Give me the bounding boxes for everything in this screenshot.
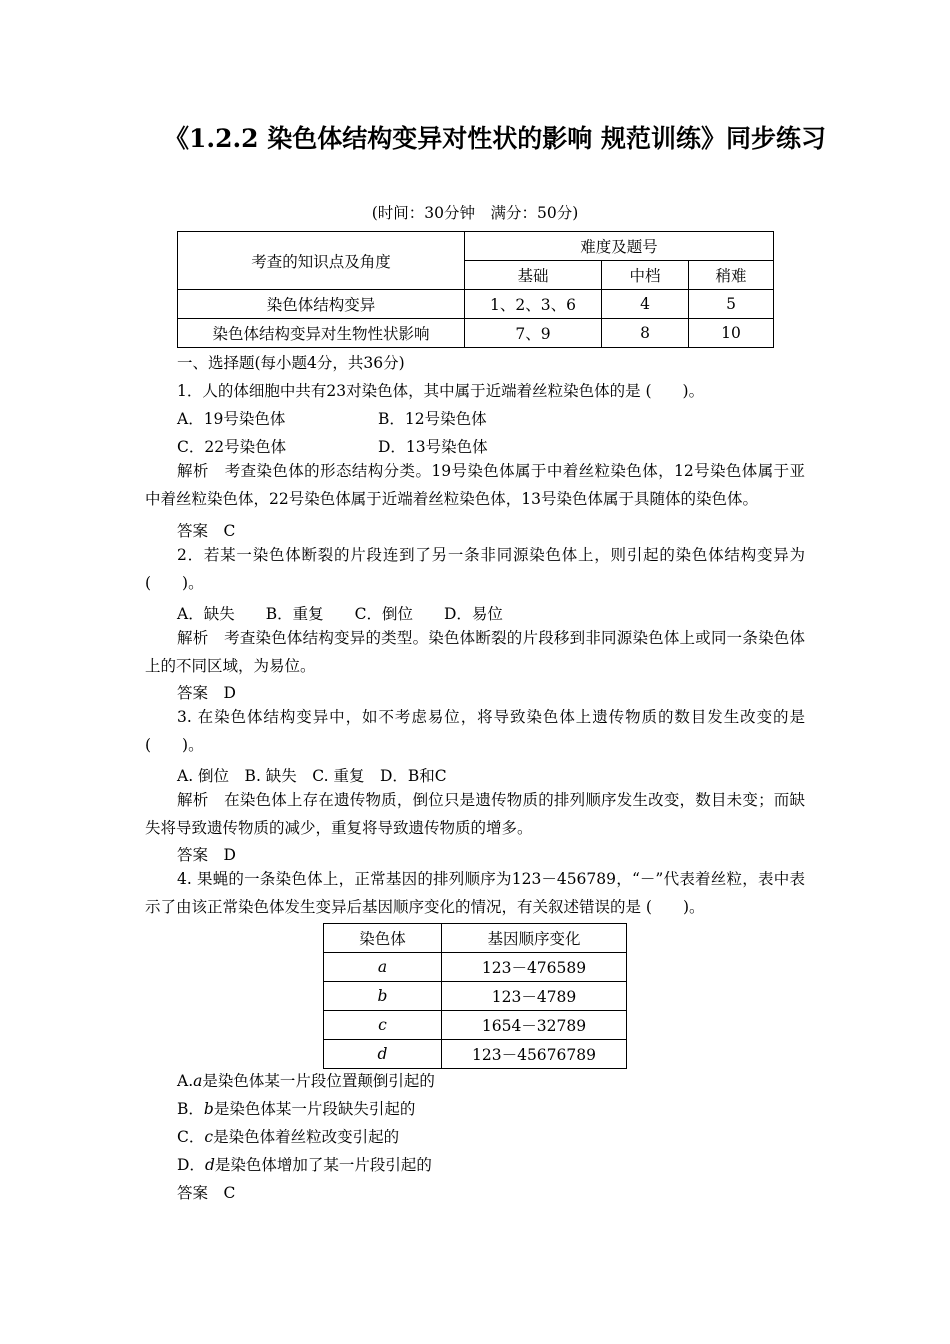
gene-sequence: 123－4789: [442, 982, 627, 1011]
q1-answer: 答案 C: [177, 522, 236, 540]
q4-option-c: C．c是染色体着丝粒改变引起的: [177, 1128, 400, 1146]
knowledge-point-table: [177, 231, 774, 348]
gene-sequence: 123－45676789: [442, 1040, 627, 1069]
q3-analysis: 解析 在染色体上存在遗传物质，倒位只是遗传物质的排列顺序发生改变，数目未变；而缺失将导致遗传物质的减少，重复将导致遗传物质的增多。: [145, 791, 805, 837]
q1-option-d: D．13号染色体: [378, 438, 488, 456]
q2-stem: 2．若某一染色体断裂的片段连到了另一条非同源染色体上，则引起的染色体结构变异为 ( )。: [145, 546, 805, 592]
row-mid: 4: [602, 290, 689, 319]
gene-sequence: 1654－32789: [442, 1011, 627, 1040]
table-row: [324, 1040, 627, 1069]
level-basic: 基础: [465, 261, 602, 290]
level-mid: 中档: [602, 261, 689, 290]
chromosome-label: a: [324, 953, 442, 982]
table-row: [324, 982, 627, 1011]
level-hard: 稍难: [689, 261, 774, 290]
gene-sequence: 123－476589: [442, 953, 627, 982]
chromosome-label: d: [324, 1040, 442, 1069]
q1-option-c: C．22号染色体: [177, 438, 287, 456]
row-topic: 染色体结构变异对生物性状影响: [178, 319, 465, 348]
q3-stem: 3. 在染色体结构变异中，如不考虑易位，将导致染色体上遗传物质的数目发生改变的是 ( )。: [145, 708, 805, 754]
chromosome-label: c: [324, 1011, 442, 1040]
row-hard: 10: [689, 319, 774, 348]
gene-order-table: [323, 923, 627, 1069]
row-mid: 8: [602, 319, 689, 348]
table-row: [324, 953, 627, 982]
q1-analysis: 解析 考查染色体的形态结构分类。19号染色体属于中着丝粒染色体，12号染色体属于亚中着丝粒染色体，22号染色体属于近端着丝粒染色体，13号染色体属于具随体的染色体。: [145, 462, 805, 508]
q4-option-a: A.a是染色体某一片段位置颠倒引起的: [177, 1072, 435, 1090]
q2-options: A．缺失 B．重复 C．倒位 D．易位: [177, 605, 503, 623]
q1-option-b: B．12号染色体: [378, 410, 487, 428]
table-row: [178, 319, 774, 348]
q4-option-b: B．b是染色体某一片段缺失引起的: [177, 1100, 416, 1118]
table-row: [324, 1011, 627, 1040]
row-topic: 染色体结构变异: [178, 290, 465, 319]
time-score-note: (时间：30分钟 满分：50分): [371, 204, 579, 222]
row-basic: 1、2、3、6: [465, 290, 602, 319]
table-header-difficulty: 难度及题号: [465, 232, 774, 261]
table-header-topic: 考查的知识点及角度: [178, 232, 465, 290]
chromosome-label: b: [324, 982, 442, 1011]
q2-analysis: 解析 考查染色体结构变异的类型。染色体断裂的片段移到非同源染色体上或同一条染色体上的不同区域，为易位。: [145, 629, 805, 675]
q3-options: A. 倒位 B. 缺失 C. 重复 D．B和C: [177, 767, 447, 785]
q4-option-d: D．d是染色体增加了某一片段引起的: [177, 1156, 432, 1174]
q2-answer: 答案 D: [177, 684, 236, 702]
q3-answer: 答案 D: [177, 846, 236, 864]
q1-option-a: A．19号染色体: [177, 410, 286, 428]
gene-header-order: 基因顺序变化: [442, 924, 627, 953]
row-basic: 7、9: [465, 319, 602, 348]
table-row: [178, 290, 774, 319]
gene-header-chromosome: 染色体: [324, 924, 442, 953]
document-title: 《1.2.2 染色体结构变异对性状的影响 规范训练》同步练习: [163, 124, 826, 153]
q4-answer: 答案 C: [177, 1184, 236, 1202]
section-heading: 一、选择题(每小题4分，共36分): [177, 354, 405, 372]
row-hard: 5: [689, 290, 774, 319]
q4-stem: 4. 果蝇的一条染色体上，正常基因的排列顺序为123－456789，“－”代表着丝粒，表中表示了由该正常染色体发生变异后基因顺序变化的情况，有关叙述错误的是 ( )。: [145, 870, 805, 916]
q1-stem: 1．人的体细胞中共有23对染色体，其中属于近端着丝粒染色体的是 ( )。: [177, 382, 705, 400]
